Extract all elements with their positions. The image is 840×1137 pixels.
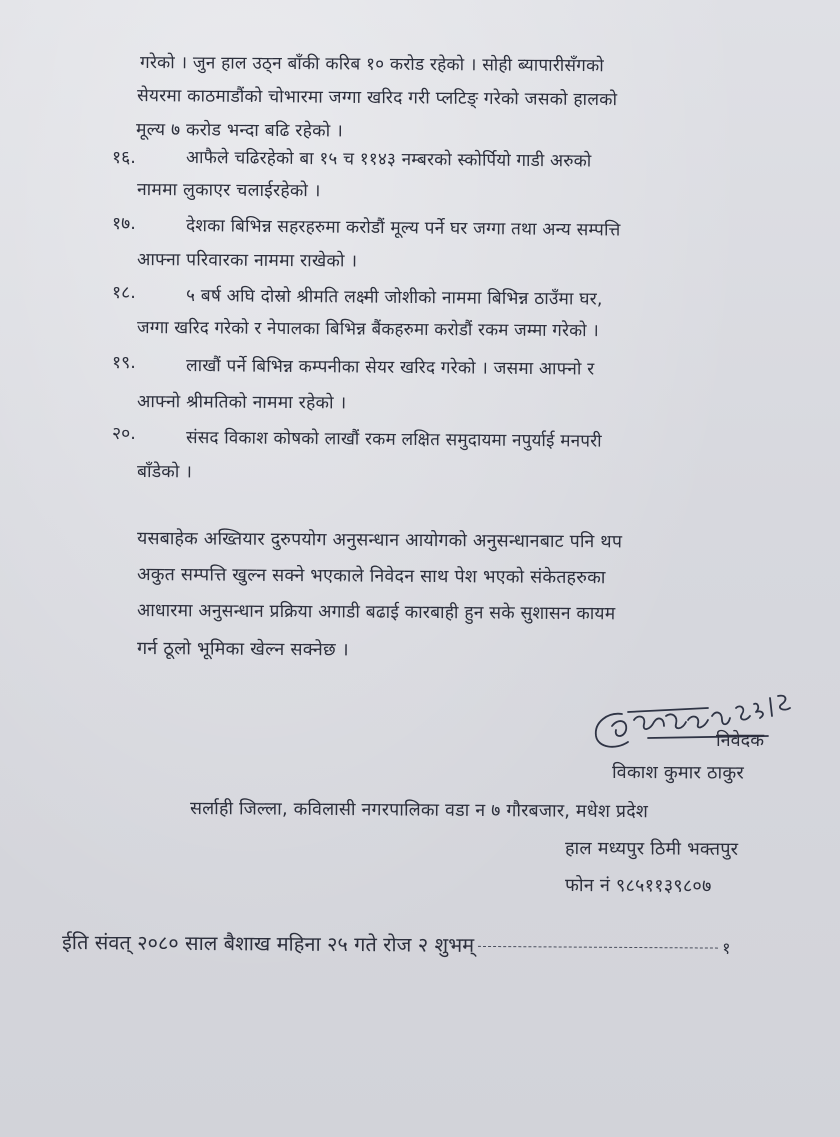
paragraph-line: यसबाहेक अख्तियार दुरुपयोग अनुसन्धान आयोगको अनुसन्धानबाट पनि थप [136, 528, 623, 553]
item-line: संसद विकाश कोषको लाखौं रकम लक्षित समुदायमा नपुर्याई मनपरी [185, 428, 602, 452]
item-line: नाममा लुकाएर चलाईरहेको । [136, 180, 321, 202]
item-line: गरेको । जुन हाल उठ्न बाँकी करिब १० करोड रहेको । सोही ब्यापारीसँगको [139, 53, 604, 77]
item-line: आफ्नो श्रीमतिको नाममा रहेको । [136, 392, 347, 414]
paragraph-line: आधारमा अनुसन्धान प्रक्रिया अगाडी बढाई कारबाही हुन सके सुशासन कायम [136, 600, 616, 625]
handwritten-signature [588, 686, 798, 756]
item-number: २०. [112, 424, 136, 444]
signatory-address: सर्लाही जिल्ला, कविलासी नगरपालिका वडा न ७ गौरबजार, मधेश प्रदेश [189, 798, 649, 823]
item-number: १९. [112, 353, 136, 373]
page-number: १ [722, 938, 731, 958]
signatory-name: विकाश कुमार ठाकुर [611, 762, 745, 784]
paragraph-line: गर्न ठूलो भूमिका खेल्न सक्नेछ । [136, 638, 349, 661]
signatory-current-address: हाल मध्यपुर ठिमी भक्तपुर [564, 838, 739, 860]
item-number: १८. [112, 283, 136, 303]
date-line [62, 928, 802, 960]
item-line: बाँडेको । [136, 462, 193, 483]
item-line: लाखौं पर्ने बिभिन्न कम्पनीका सेयर खरिद गरेको । जसमा आफ्नो र [185, 356, 595, 380]
item-line: सेयरमा काठमाडौंको चोभारमा जग्गा खरिद गरी प्लटिङ् गरेको जसको हालको [136, 86, 618, 111]
date-text: ईति संवत् २०८० साल बैशाख महिना २५ गते रोज २ शुभम् [61, 930, 475, 957]
signatory-phone: फोन नं ९८५११३९८०७ [564, 875, 712, 897]
signatory-role: निवेदक [716, 730, 765, 751]
item-line: मूल्य ७ करोड भन्दा बढि रहेको । [135, 120, 344, 142]
item-number: १६. [112, 148, 136, 168]
item-line: आफ्ना परिवारका नाममा राखेको । [136, 250, 358, 272]
item-line: आफैले चढिरहेको बा १५ च ११४३ नम्बरको स्कोर्पियो गाडी अरुको [185, 148, 592, 172]
item-line: जग्गा खरिद गरेको र नेपालका बिभिन्न बैंकहरुमा करोडौं रकम जम्मा गरेको । [136, 318, 599, 342]
item-line: देशका बिभिन्न सहरहरुमा करोडौं मूल्य पर्ने घर जग्गा तथा अन्य सम्पत्ति [185, 216, 621, 241]
item-line: ५ बर्ष अघि दोस्रो श्रीमति लक्ष्मी जोशीको नाममा बिभिन्न ठाउँमा घर, [185, 286, 603, 310]
paragraph-line: अकुत सम्पत्ति खुल्न सक्ने भएकाले निवेदन साथ पेश भएको संकेतहरुका [136, 564, 606, 589]
dotted-leader [478, 946, 718, 949]
item-number: १७. [112, 214, 136, 234]
